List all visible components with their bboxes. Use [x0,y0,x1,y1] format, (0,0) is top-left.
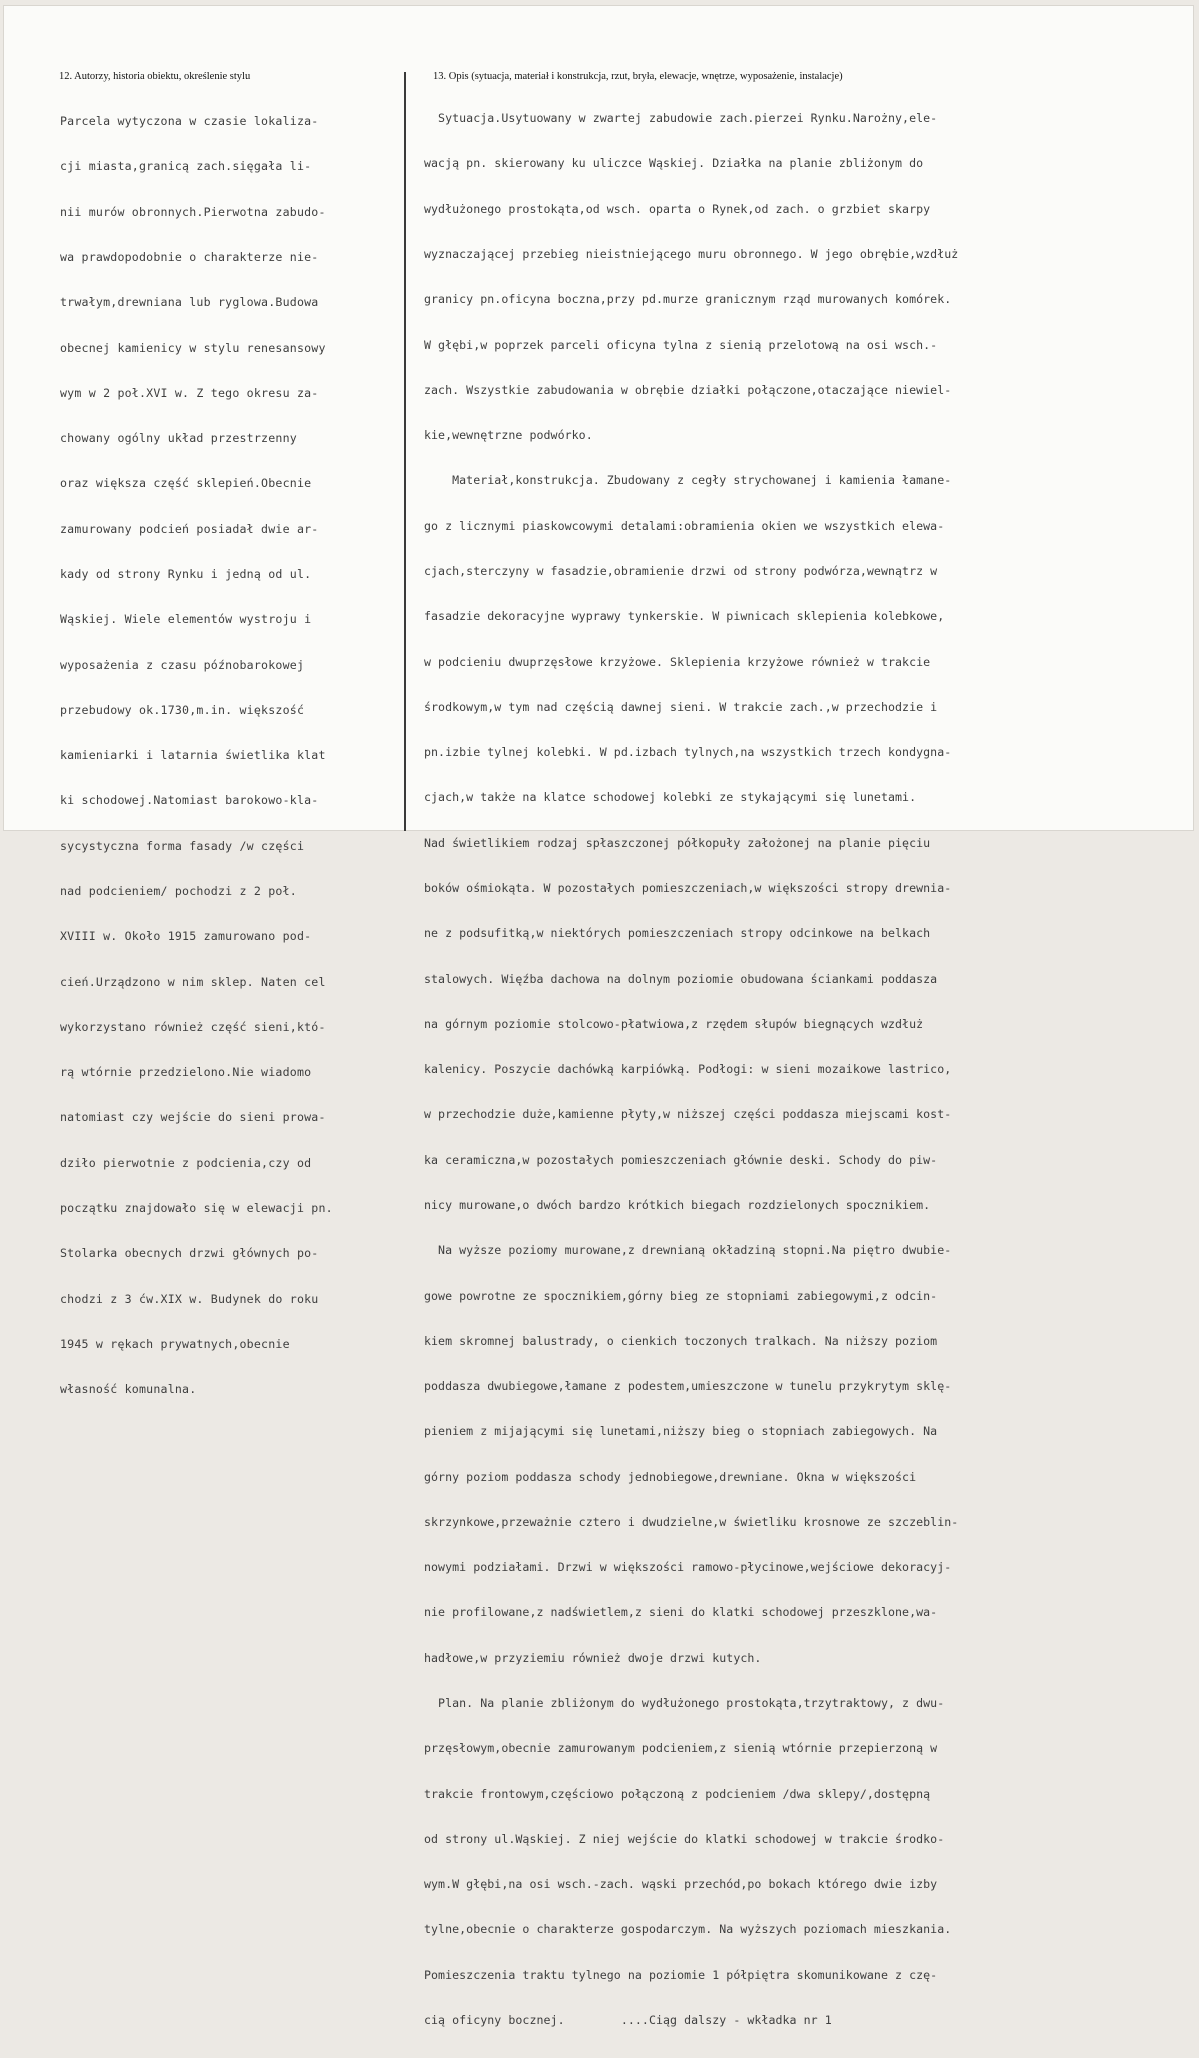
text-line: cji miasta,granicą zach.sięgała li- [60,159,312,174]
text-line: Wąskiej. Wiele elementów wystroju i [60,612,312,627]
column-divider [404,72,406,831]
text-line: fasadzie dekoracyjne wyprawy tynkerskie. W piwnicach sklepienia kolebkowe, [424,609,945,624]
text-line: trwałym,drewniana lub ryglowa.Budowa [60,295,319,310]
text-line: ka ceramiczna,w pozostałych pomieszczeniach głównie deski. Schody do piw- [424,1152,938,1167]
text-line: nad podcieniem/ pochodzi z 2 poł. [60,883,297,898]
text-line: rą wtórnie przedzielono.Nie wiadomo [60,1065,312,1080]
text-line: w przechodzie duże,kamienne płyty,w niższej części poddasza miejscami kost- [424,1107,952,1122]
text-line: cień.Urządzono w nim sklep. Naten cel [60,974,326,989]
text-line: nicy murowane,o dwóch bardzo krótkich biegach rozdzielonych spocznikiem. [424,1197,931,1212]
text-line: go z licznymi piaskowcowymi detalami:obramienia okien we wszystkich elewa- [424,518,945,533]
text-line: hadłowe,w przyziemiu również dwoje drzwi kutych. [424,1650,762,1665]
text-line: kiem skromnej balustrady, o cienkich toczonych tralkach. Na niższy poziom [424,1333,938,1348]
text-line: Parcela wytyczona w czasie lokaliza- [60,114,319,129]
text-line: nie profilowane,z nadświetlem,z sieni do klatki schodowej przeszklone,wa- [424,1605,938,1620]
text-line: gowe powrotne ze spocznikiem,górny bieg ze stopniami zabiegowymi,z odcin- [424,1288,938,1303]
text-line: Na wyższe poziomy murowane,z drewnianą okładziną stopni.Na piętro dwubie- [424,1243,952,1258]
text-line: zamurowany podcień posiadał dwie ar- [60,521,319,536]
text-line: sycystyczna forma fasady /w części [60,838,305,853]
text-line: chodzi z 3 ćw.XIX w. Budynek do roku [60,1291,319,1306]
text-line: na górnym poziomie stolcowo-płatwiowa,z rzędem słupów biegnących wzdłuż [424,1016,924,1031]
text-line: nii murów obronnych.Pierwotna zabudo- [60,204,326,219]
text-line: własność komunalna. [60,1382,197,1397]
text-line: w podcieniu dwuprzęsłowe krzyżowe. Sklepienia krzyżowe również w trakcie [424,654,931,669]
text-line: wa prawdopodobnie o charakterze nie- [60,250,319,265]
text-line: wacją pn. skierowany ku uliczce Wąskiej. Działka na planie zbliżonym do [424,156,924,171]
text-line: Stolarka obecnych drzwi głównych po- [60,1246,319,1261]
text-line: pn.izbie tylnej kolebki. W pd.izbach tylnych,na wszystkich trzech kondygna- [424,745,952,760]
text-line: W głębi,w poprzek parceli oficyna tylna z sienią przelotową na osi wsch.- [424,337,938,352]
section-13-label: 13. Opis (sytuacja, materiał i konstrukcja, rzut, bryła, elewacje, wnętrze, wyposażenie, instalacje) [433,71,843,82]
text-line: środkowym,w tym nad częścią dawnej sieni. W trakcie zach.,w przechodzie i [424,699,938,714]
text-line: górny poziom poddasza schody jednobiegowe,drewniane. Okna w większości [424,1469,917,1484]
text-line: cjach,w także na klatce schodowej kolebki ze stykającymi się lunetami. [424,790,917,805]
text-line: tylne,obecnie o charakterze gospodarczym. Na wyższych poziomach mieszkania. [424,1922,952,1937]
text-line: przęsłowym,obecnie zamurowanym podcieniem,z sienią wtórnie przepierzoną w [424,1741,938,1756]
section-12-text [60,84,402,1427]
text-line: cią oficyny bocznej. ....Ciąg dalszy - wkładka nr 1 [424,2013,832,2027]
text-line: wyznaczającej przebieg nieistniejącego muru obronnego. W jego obrębie,wzdłuż [424,247,959,262]
text-line: nowymi podziałami. Drzwi w większości ramowo-płycinowe,wejściowe dekoracyj- [424,1560,952,1575]
text-line: początku znajdowało się w elewacji pn. [60,1200,333,1215]
text-line: od strony ul.Wąskiej. Z niej wejście do klatki schodowej w trakcie środko- [424,1831,945,1846]
text-line: wyposażenia z czasu późnobarokowej [60,657,305,672]
text-line: XVIII w. Około 1915 zamurowano pod- [60,929,312,944]
text-line: kie,wewnętrzne podwórko. [424,428,593,443]
section-13-text [424,81,1194,2058]
text-line: Plan. Na planie zbliżonym do wydłużonego prostokąta,trzytraktowy, z dwu- [424,1696,945,1711]
text-line: boków ośmiokąta. W pozostałych pomieszczeniach,w większości stropy drewnia- [424,880,952,895]
text-line: skrzynkowe,przeważnie cztero i dwudzielne,w świetliku krosnowe ze szczeblin- [424,1514,959,1529]
text-line: trakcie frontowym,częściowo połączoną z podcieniem /dwa sklepy/,dostępną [424,1786,931,1801]
text-line: przebudowy ok.1730,m.in. większość [60,702,305,717]
text-line: Sytuacja.Usytuowany w zwartej zabudowie zach.pierzei Rynku.Narożny,ele- [424,111,938,126]
text-line: granicy pn.oficyna boczna,przy pd.murze granicznym rząd murowanych komórek. [424,292,952,307]
section-12-label: 12. Autorzy, historia obiektu, określenie stylu [59,71,251,82]
text-line: 1945 w rękach prywatnych,obecnie [60,1336,290,1351]
text-line: pieniem z mijającymi się lunetami,niższy bieg o stopniach zabiegowych. Na [424,1424,938,1439]
text-line: kalenicy. Poszycie dachówką karpiówką. Podłogi: w sieni mozaikowe lastrico, [424,1062,952,1077]
text-line: wykorzystano również część sieni,któ- [60,1019,326,1034]
text-line: ki schodowej.Natomiast barokowo-kla- [60,793,319,808]
text-line: wym w 2 poł.XVI w. Z tego okresu za- [60,385,319,400]
text-line: Materiał,konstrukcja. Zbudowany z cegły strychowanej i kamienia łamane- [424,473,952,488]
text-line: cjach,sterczyny w fasadzie,obramienie drzwi od strony podwórza,wewnątrz w [424,564,938,578]
text-line: kady od strony Rynku i jedną od ul. [60,567,312,581]
text-line: chowany ogólny układ przestrzenny [60,431,297,446]
text-line: kamieniarki i latarnia świetlika klat [60,748,326,763]
text-line: ne z podsufitką,w niektórych pomieszczeniach stropy odcinkowe na belkach [424,926,931,941]
text-line: Nad świetlikiem rodzaj spłaszczonej półkopuły założonej na planie pięciu [424,835,931,850]
text-line: dziło pierwotnie z podcienia,czy od [60,1155,312,1170]
text-line: Pomieszczenia traktu tylnego na poziomie 1 półpiętra skomunikowane z czę- [424,1967,938,1982]
text-line: wydłużonego prostokąta,od wsch. oparta o Rynek,od zach. o grzbiet skarpy [424,201,931,216]
text-line: oraz większa część sklepień.Obecnie [60,476,312,491]
text-line: natomiast czy wejście do sieni prowa- [60,1110,326,1125]
text-line: wym.W głębi,na osi wsch.-zach. wąski przechód,po bokach którego dwie izby [424,1877,938,1892]
text-line: stalowych. Więźba dachowa na dolnym poziomie obudowana ściankami poddasza [424,971,938,986]
document-sheet [3,5,1194,2027]
text-line: zach. Wszystkie zabudowania w obrębie działki połączone,otaczające niewiel- [424,382,952,397]
text-line: obecnej kamienicy w stylu renesansowy [60,340,326,355]
text-line: poddasza dwubiegowe,łamane z podestem,umieszczone w tunelu przykrytym sklę- [424,1379,952,1394]
